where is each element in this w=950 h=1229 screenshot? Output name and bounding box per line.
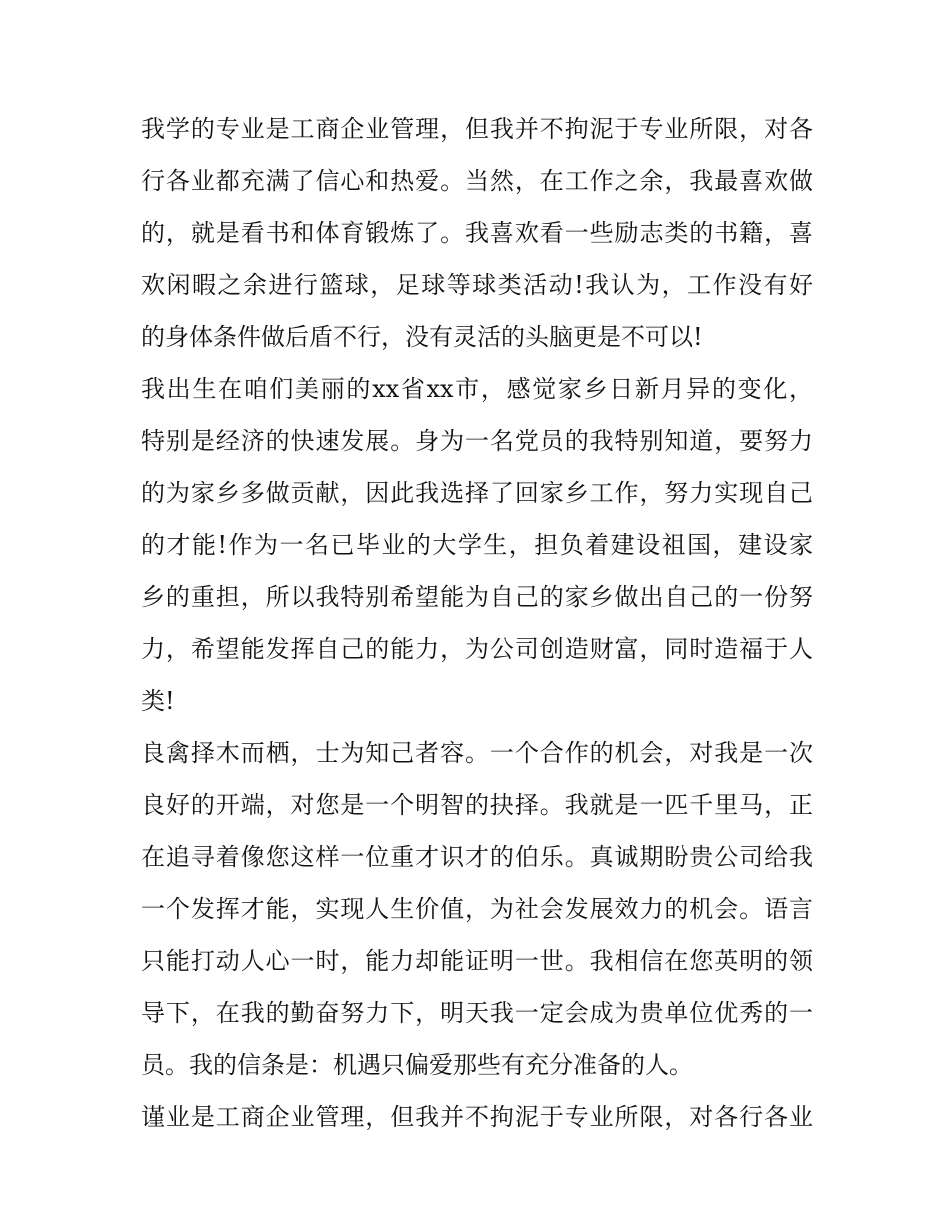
text-line: 在追寻着像您这样一位重才识才的伯乐。真诚期盼贵公司给我 (141, 843, 813, 871)
text-line: 员。我的信条是：机遇只偏爱那些有充分准备的人。 (141, 1051, 693, 1079)
text-line: 良禽择木而栖，士为知己者容。一个合作的机会，对我是一次 (141, 739, 813, 767)
text-line: 一个发挥才能，实现人生价值，为社会发展效力的机会。语言 (141, 895, 813, 923)
text-line: 导下，在我的勤奋努力下，明天我一定会成为贵单位优秀的一 (141, 999, 813, 1027)
text-line: 欢闲暇之余进行篮球，足球等球类活动!我认为，工作没有好 (141, 271, 813, 299)
text-line: 良好的开端，对您是一个明智的抉择。我就是一匹千里马，正 (141, 791, 813, 819)
text-line: 只能打动人心一时，能力却能证明一世。我相信在您英明的领 (141, 947, 813, 975)
text-line: 的为家乡多做贡献，因此我选择了回家乡工作，努力实现自己 (141, 479, 813, 507)
text-line: 类! (141, 687, 175, 715)
text-line: 行各业都充满了信心和热爱。当然，在工作之余，我最喜欢做 (141, 167, 813, 195)
text-line: 的才能!作为一名已毕业的大学生，担负着建设祖国，建设家 (141, 531, 813, 559)
text-line: 谨业是工商企业管理，但我并不拘泥于专业所限，对各行各业 (141, 1103, 813, 1131)
text-line: 的，就是看书和体育锻炼了。我喜欢看一些励志类的书籍，喜 (141, 219, 813, 247)
text-line: 我出生在咱们美丽的xx省xx市，感觉家乡日新月异的变化， (141, 375, 813, 403)
document-body (141, 103, 813, 1143)
text-line: 的身体条件做后盾不行，没有灵活的头脑更是不可以! (141, 323, 703, 351)
text-line: 乡的重担，所以我特别希望能为自己的家乡做出自己的一份努 (141, 583, 813, 611)
text-line: 特别是经济的快速发展。身为一名党员的我特别知道，要努力 (141, 427, 813, 455)
text-line: 力，希望能发挥自己的能力，为公司创造财富，同时造福于人 (141, 635, 813, 663)
text-line: 我学的专业是工商企业管理，但我并不拘泥于专业所限，对各 (141, 115, 813, 143)
